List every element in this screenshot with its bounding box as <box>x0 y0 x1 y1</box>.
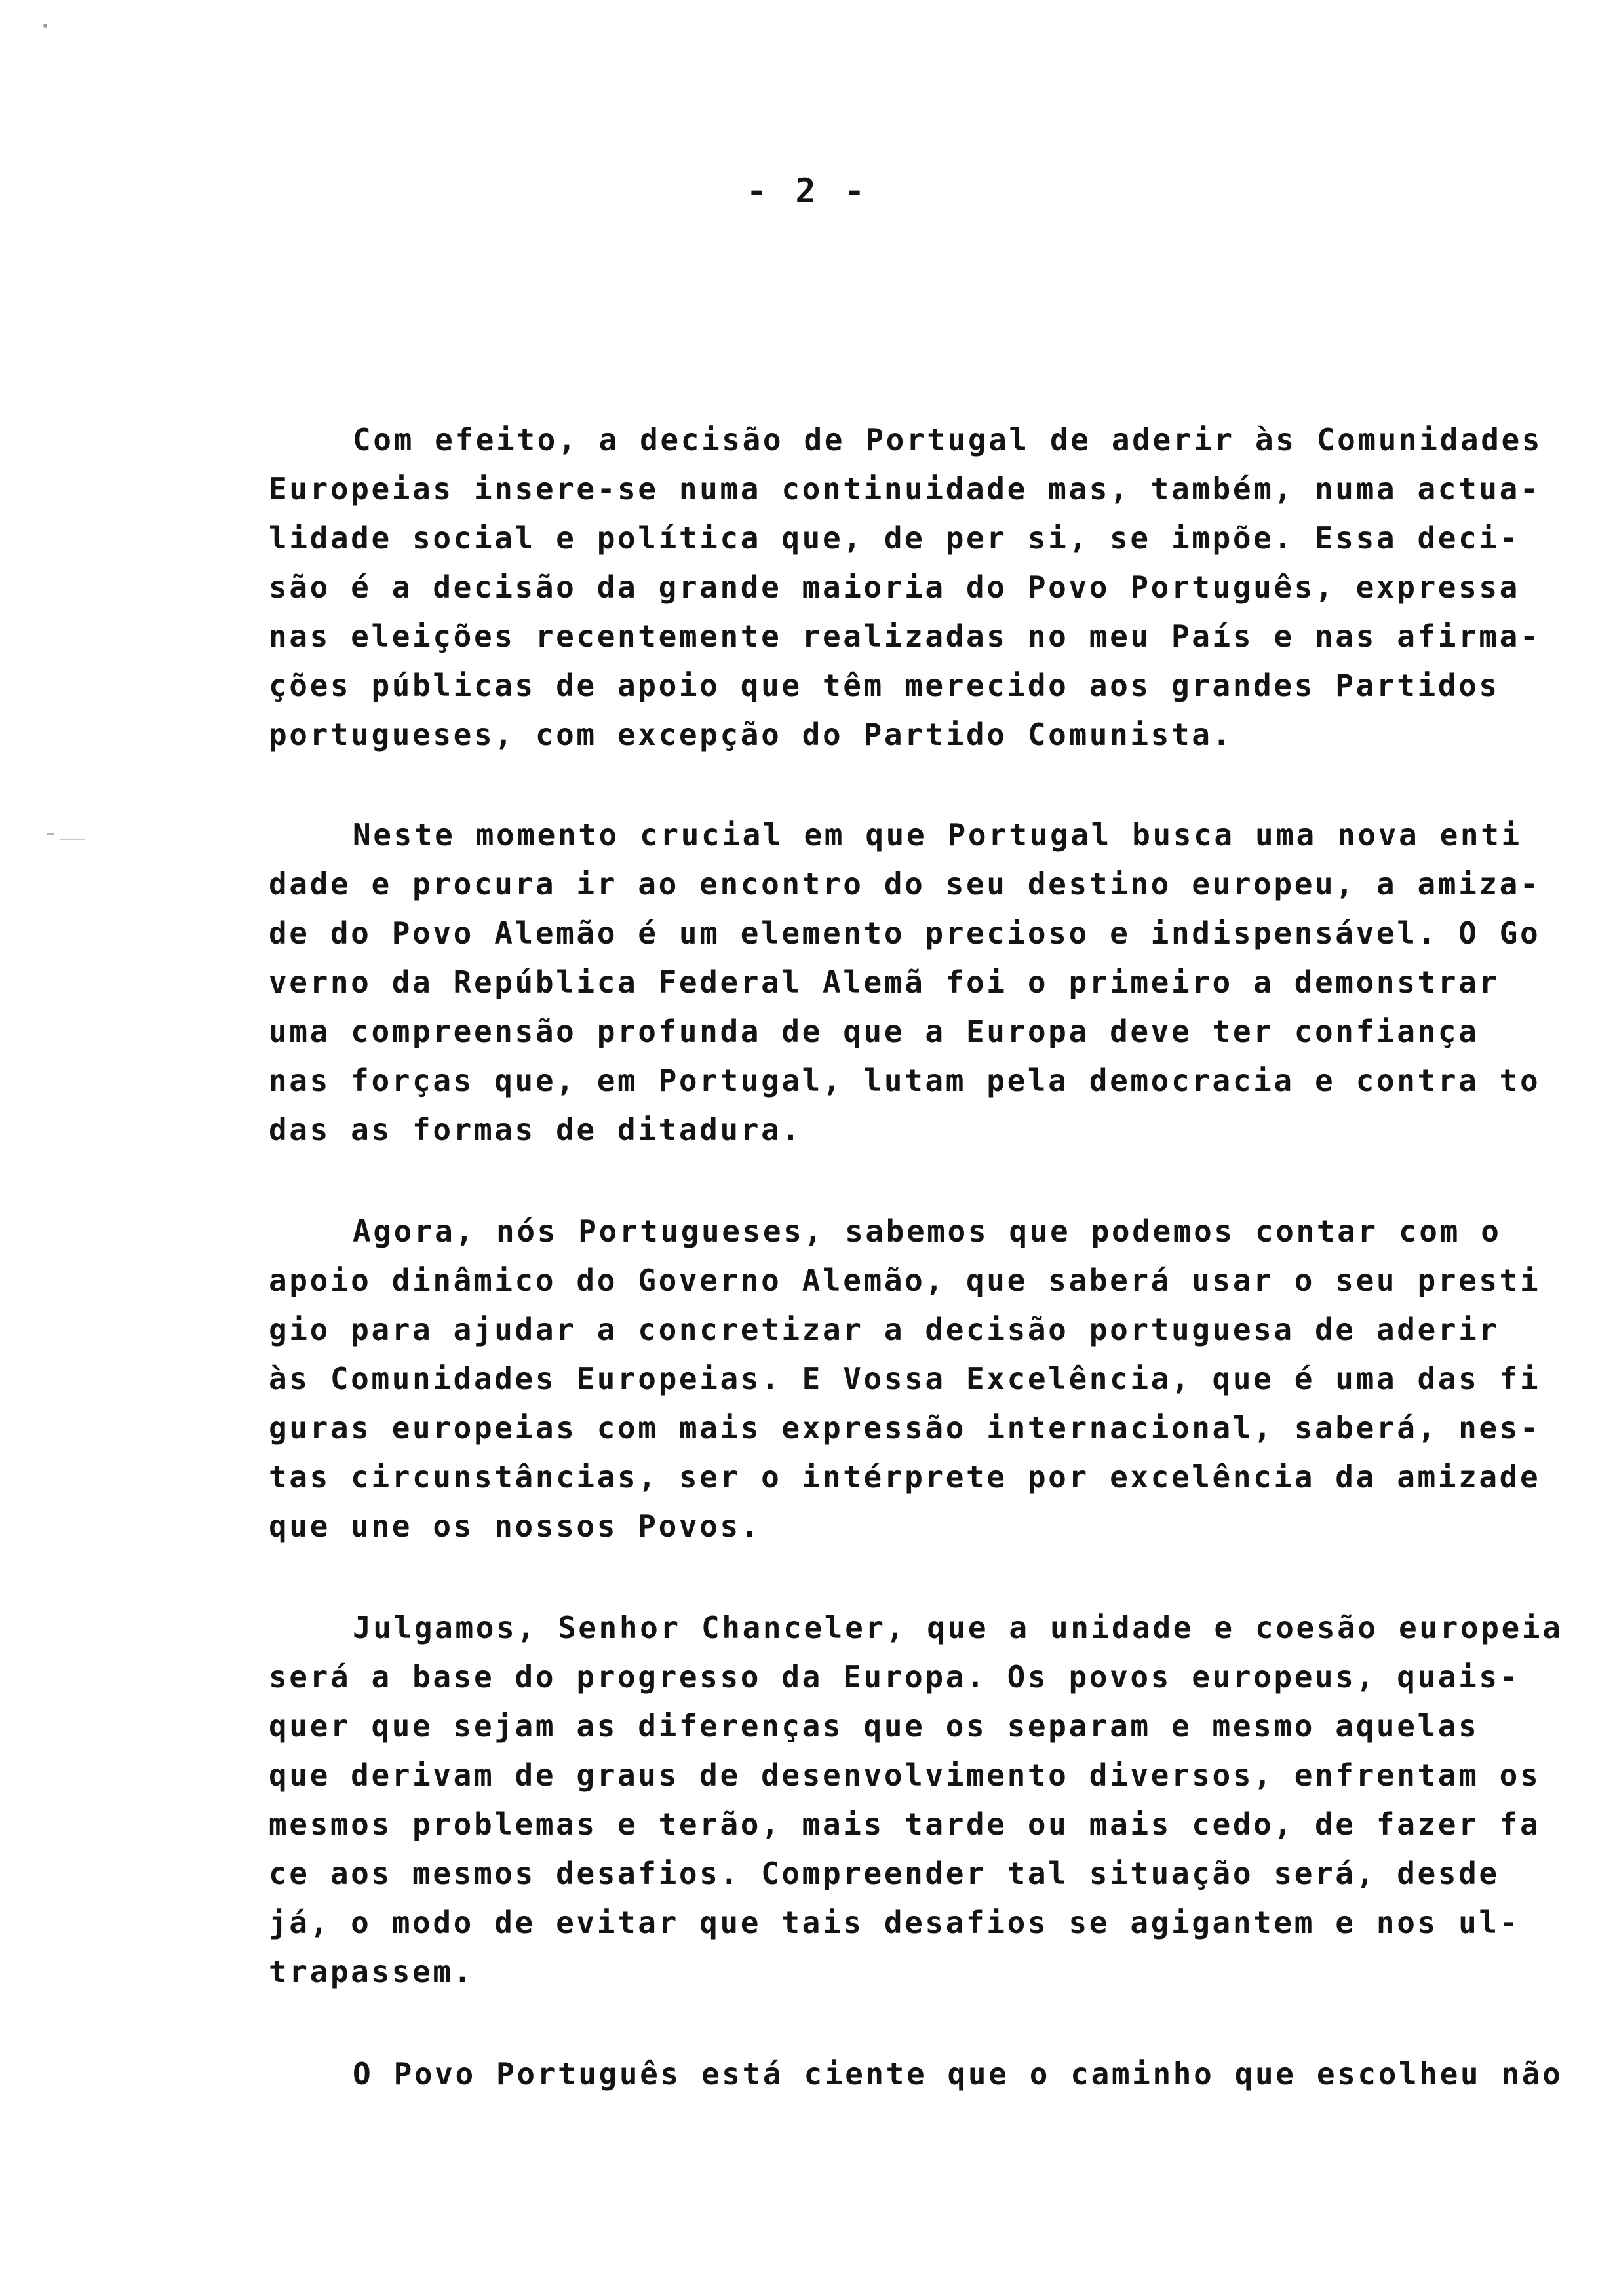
paragraph <box>269 1603 1566 1997</box>
text-line: trapassem. <box>269 1954 474 1989</box>
text-line: Julgamos, Senhor Chanceler, que a unidade e coesão europeia <box>353 1610 1563 1645</box>
paragraph <box>269 811 1566 1155</box>
page-number: - 2 - <box>746 172 869 211</box>
text-line: apoio dinâmico do Governo Alemão, que saberá usar o seu presti <box>269 1263 1541 1298</box>
text-line: às Comunidades Europeias. E Vossa Excelência, que é uma das fi <box>269 1361 1541 1396</box>
text-line: Com efeito, a decisão de Portugal de aderir às Comunidades <box>353 422 1543 457</box>
text-line: de do Povo Alemão é um elemento precioso e indispensável. O Go <box>269 915 1541 951</box>
text-line: dade e procura ir ao encontro do seu destino europeu, a amiza- <box>269 866 1541 902</box>
text-line: das as formas de ditadura. <box>269 1112 802 1147</box>
text-line: quer que sejam as diferenças que os separam e mesmo aquelas <box>269 1708 1479 1744</box>
text-line: será a base do progresso da Europa. Os povos europeus, quais- <box>269 1659 1520 1694</box>
scan-mark-dot <box>43 24 47 28</box>
text-line: mesmos problemas e terão, mais tarde ou mais cedo, de fazer fa <box>269 1807 1541 1842</box>
text-line: que derivam de graus de desenvolvimento diversos, enfrentam os <box>269 1757 1541 1793</box>
scan-mark-dash <box>47 833 54 835</box>
text-line: guras europeias com mais expressão internacional, saberá, nes- <box>269 1410 1541 1445</box>
scan-mark-dash <box>60 839 85 840</box>
text-line: uma compreensão profunda de que a Europa deve ter confiança <box>269 1014 1479 1049</box>
text-line: que une os nossos Povos. <box>269 1508 762 1544</box>
paragraph <box>269 2050 1566 2099</box>
text-line: portugueses, com excepção do Partido Comunista. <box>269 717 1233 752</box>
text-line: são é a decisão da grande maioria do Povo Português, expressa <box>269 569 1520 605</box>
text-line: Agora, nós Portugueses, sabemos que podemos contar com o <box>353 1214 1502 1249</box>
text-line: tas circunstâncias, ser o intérprete por excelência da amizade <box>269 1459 1541 1495</box>
text-line: nas forças que, em Portugal, lutam pela democracia e contra to <box>269 1063 1541 1098</box>
text-line: ções públicas de apoio que têm merecido aos grandes Partidos <box>269 668 1500 703</box>
text-line: Europeias insere-se numa continuidade mas, também, numa actua- <box>269 471 1541 507</box>
paragraph <box>269 1207 1566 1551</box>
text-line: gio para ajudar a concretizar a decisão portuguesa de aderir <box>269 1312 1500 1347</box>
text-line: ce aos mesmos desafios. Compreender tal situação será, desde <box>269 1856 1500 1891</box>
text-line: lidade social e política que, de per si, se impõe. Essa deci- <box>269 520 1520 556</box>
text-line: verno da República Federal Alemã foi o primeiro a demonstrar <box>269 965 1500 1000</box>
paragraph <box>269 415 1566 759</box>
text-line: já, o modo de evitar que tais desafios se agigantem e nos ul- <box>269 1905 1520 1940</box>
text-line: O Povo Português está ciente que o caminho que escolheu não <box>353 2056 1563 2092</box>
text-line: nas eleições recentemente realizadas no meu País e nas afirma- <box>269 619 1541 654</box>
text-line: Neste momento crucial em que Portugal busca uma nova enti <box>353 817 1522 852</box>
